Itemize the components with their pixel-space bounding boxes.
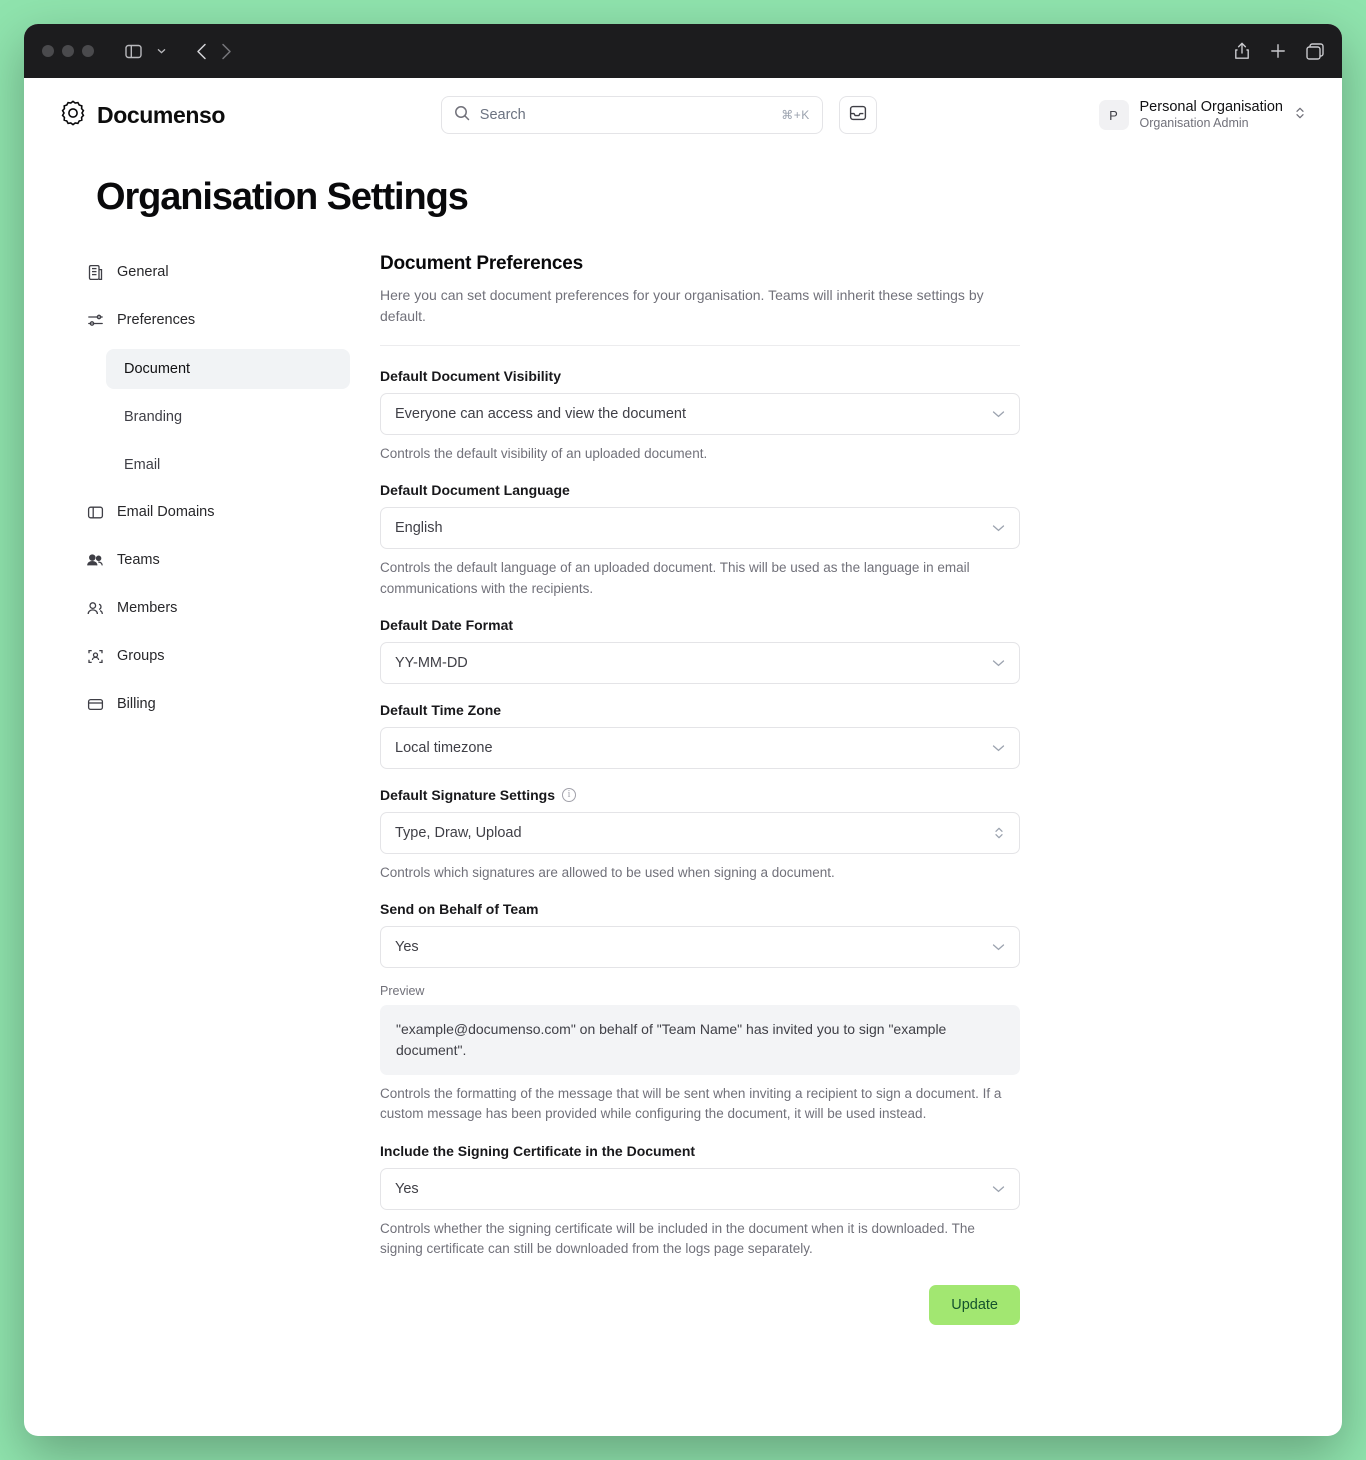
- field-hint: Controls which signatures are allowed to be used when signing a document.: [380, 864, 835, 880]
- back-button[interactable]: [196, 43, 207, 60]
- sidebar-item-label: Email Domains: [117, 504, 215, 520]
- close-window-button[interactable]: [42, 45, 54, 57]
- chevron-down-icon: [992, 1185, 1005, 1193]
- sidebar-toggle-icon[interactable]: [120, 39, 146, 63]
- chevron-down-icon: [992, 659, 1005, 667]
- browser-titlebar: [24, 24, 1342, 78]
- signature-settings-value: Type, Draw, Upload: [395, 824, 522, 841]
- update-button[interactable]: Update: [929, 1285, 1020, 1325]
- preview-message: "example@documenso.com" on behalf of "Team Name" has invited you to sign "example document".: [380, 1005, 1020, 1075]
- field-default-time-zone: [380, 702, 1020, 769]
- field-hint: Controls the default visibility of an uploaded document.: [380, 446, 708, 461]
- chevron-down-icon: [992, 524, 1005, 532]
- sidebar-subitem-email[interactable]: [106, 445, 350, 485]
- window-controls[interactable]: [42, 45, 94, 57]
- field-hint: Controls whether the signing certificate will be included in the document when it is downloaded. The signing certificate can still be downloaded from the logs page separately.: [380, 1220, 975, 1256]
- chevron-updown-icon: [993, 825, 1005, 841]
- field-label: [380, 787, 1020, 803]
- field-hint: Controls the default language of an uploaded document. This will be used as the language in email communications with the recipients.: [380, 560, 970, 596]
- card-icon: [86, 696, 104, 713]
- inbox-icon: [849, 104, 867, 127]
- group-icon: [86, 648, 104, 665]
- sidebar-item-label: Billing: [117, 696, 156, 712]
- signing-certificate-value: Yes: [395, 1180, 419, 1197]
- sidebar-item-groups[interactable]: [74, 637, 350, 675]
- signing-certificate-select[interactable]: [380, 1168, 1020, 1210]
- organisation-role: Organisation Admin: [1139, 116, 1249, 131]
- chevron-updown-icon: [1294, 105, 1306, 126]
- maximize-window-button[interactable]: [82, 45, 94, 57]
- documenso-logo-icon: [60, 100, 86, 131]
- chevron-down-icon: [992, 744, 1005, 752]
- share-icon[interactable]: [1234, 42, 1250, 60]
- chevron-down-icon: [992, 943, 1005, 951]
- field-default-document-language: [380, 482, 1020, 599]
- send-on-behalf-value: Yes: [395, 939, 419, 955]
- section-title: Document Preferences: [380, 253, 583, 274]
- sidebar-subitem-label: Branding: [124, 409, 183, 425]
- avatar: P: [1099, 100, 1129, 130]
- field-label: Default Date Format: [380, 616, 514, 633]
- brand-name: Documenso: [97, 101, 226, 128]
- chevron-down-icon[interactable]: [148, 39, 174, 63]
- section-description: Here you can set document preferences for your organisation. Teams will inherit these settings by default.: [380, 287, 984, 324]
- forward-button[interactable]: [221, 43, 232, 60]
- field-label: Default Document Visibility: [380, 368, 561, 384]
- building-icon: [86, 264, 104, 281]
- document-preferences-panel: [380, 253, 1060, 1355]
- search-placeholder: Search: [479, 107, 526, 123]
- sidebar-item-billing[interactable]: [74, 685, 350, 723]
- browser-window: [24, 24, 1342, 1436]
- signature-settings-select[interactable]: [380, 812, 1020, 854]
- field-label: Send on Behalf of Team: [380, 901, 539, 917]
- sidebar-item-members[interactable]: [74, 589, 350, 627]
- time-zone-value: Local timezone: [395, 739, 493, 756]
- inbox-button[interactable]: [839, 96, 877, 134]
- sidebar-item-email-domains[interactable]: [74, 493, 350, 531]
- page-title: Organisation Settings: [96, 176, 468, 218]
- sidebar-item-label: Groups: [117, 648, 165, 664]
- language-select[interactable]: [380, 507, 1020, 549]
- preview-label: Preview: [380, 984, 425, 998]
- divider: [380, 345, 1020, 346]
- sidebar-item-label: Preferences: [117, 312, 196, 328]
- minimize-window-button[interactable]: [62, 45, 74, 57]
- field-hint: Controls the formatting of the message that will be sent when inviting a recipient to sign a document. If a custom message has been provided while configuring the document, it will be used instead.: [380, 1086, 1002, 1122]
- settings-sidebar: [60, 253, 350, 1355]
- mail-domain-icon: [86, 504, 104, 521]
- organisation-switcher[interactable]: [1093, 98, 1306, 132]
- plus-icon[interactable]: [1270, 43, 1286, 59]
- sidebar-item-label: Members: [117, 600, 178, 616]
- field-label: Default Time Zone: [380, 701, 502, 718]
- info-icon[interactable]: i: [562, 788, 576, 802]
- search-icon: [454, 105, 470, 126]
- field-send-on-behalf-of-team: [380, 901, 1020, 1125]
- sidebar-subitem-label: Document: [124, 361, 191, 377]
- language-value: English: [395, 520, 443, 537]
- visibility-value: Everyone can access and view the document: [395, 406, 686, 422]
- sidebar-subitem-branding[interactable]: [106, 397, 350, 437]
- member-icon: [86, 600, 104, 617]
- field-default-date-format: [380, 617, 1020, 684]
- field-default-document-visibility: [380, 368, 1020, 464]
- page-body: [24, 152, 1342, 1436]
- sidebar-subitem-document[interactable]: [106, 349, 350, 389]
- tab-overview-icon[interactable]: [1306, 43, 1324, 60]
- sidebar-item-teams[interactable]: [74, 541, 350, 579]
- field-label-text: Default Signature Settings: [380, 786, 556, 803]
- sidebar-item-preferences[interactable]: [74, 301, 350, 339]
- organisation-name: Personal Organisation: [1139, 99, 1283, 116]
- app-header: [24, 78, 1342, 152]
- time-zone-select[interactable]: [380, 727, 1020, 769]
- field-default-signature-settings: [380, 787, 1020, 883]
- field-include-signing-certificate: [380, 1143, 1020, 1260]
- search-shortcut-badge: ⌘+K: [781, 108, 810, 122]
- send-on-behalf-select[interactable]: [380, 926, 1020, 968]
- sidebar-subitem-label: Email: [124, 457, 161, 473]
- sidebar-item-general[interactable]: [74, 253, 350, 291]
- sidebar-item-label: Teams: [117, 552, 160, 568]
- brand-logo[interactable]: [60, 100, 225, 131]
- sidebar-item-label: General: [117, 264, 169, 280]
- date-format-value: YY-MM-DD: [395, 654, 468, 671]
- date-format-select[interactable]: [380, 642, 1020, 684]
- search-input[interactable]: [441, 96, 823, 134]
- visibility-select[interactable]: [380, 393, 1020, 435]
- field-label: Default Document Language: [380, 482, 570, 499]
- users-icon: [86, 552, 104, 569]
- field-label: Include the Signing Certificate in the Document: [380, 1142, 696, 1159]
- sliders-icon: [86, 312, 104, 329]
- chevron-down-icon: [992, 410, 1005, 418]
